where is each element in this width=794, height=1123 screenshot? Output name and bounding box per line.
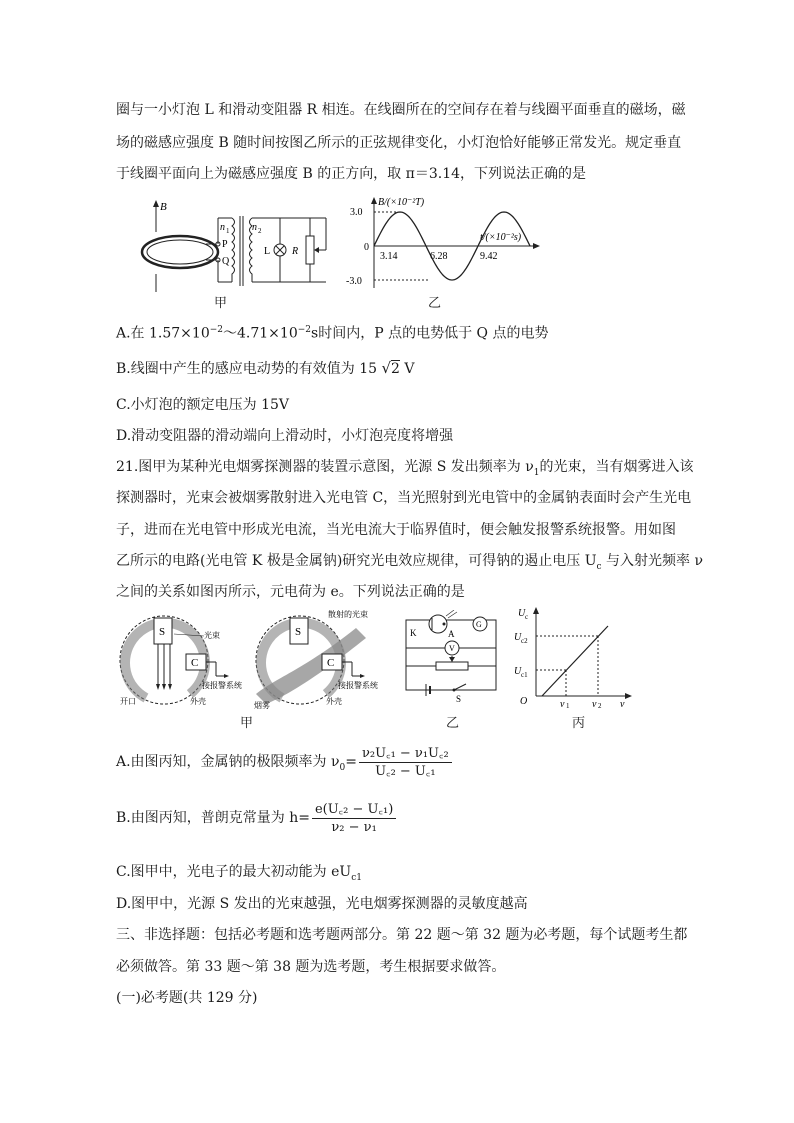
section3-line-2: 必须做答。第 33 题～第 38 题为选考题，考生根据要求做答。 (116, 959, 506, 975)
q20-option-b: B.线圈中产生的感应电动势的有效值为 15 √2 V (116, 359, 415, 377)
label-alarm-right: 接报警系统 (338, 681, 378, 690)
label-shell-right: 外壳 (326, 697, 342, 706)
figure-20-yi (340, 194, 550, 294)
label-v-meter: V (449, 644, 455, 653)
q21-line-1: 21.图甲为某种光电烟雾探测器的装置示意图，光源 S 发出频率为 $\nu_1$的光束，当有烟雾进入该 (116, 459, 694, 478)
q21-line-3: 子，进而在光电管中形成光电流，当光电流大于临界值时，便会触发报警系统报警。用如图 (116, 522, 676, 538)
section3-line-1: 三、非选择题：包括必考题和选考题两部分。第 22 题～第 32 题为必考题，每个试题考生都 (116, 927, 688, 943)
section3-line-3: (一)必考题(共 129 分) (116, 990, 258, 1006)
y-tick-top: 3.0 (350, 207, 363, 218)
label-n1: n (220, 222, 225, 233)
label-q: Q (222, 256, 230, 267)
q21-option-a: A.由图丙知，金属钠的极限频率为 $\nu_0=$ $\frac{\text{ν₂U꜀₁ − ν₁U꜀₂}}{\text{U꜀₂ − U꜀₁}}$ (116, 744, 454, 786)
y-tick-zero: 0 (364, 242, 369, 253)
label-uc1: U (514, 666, 522, 677)
label-uc2-sub: c2 (521, 637, 528, 645)
label-k: K (410, 628, 417, 638)
x-tick-3: 9.42 (480, 251, 498, 262)
figure-21-bing (512, 604, 636, 708)
q21-line-2: 探测器时，光束会被烟雾散射进入光电管 C，当光照射到光电管中的金属钠表面时会产生光电 (116, 490, 692, 506)
label-c-right: C (327, 657, 335, 669)
label-v1: ν (560, 699, 565, 708)
q21-option-b: B.由图丙知，普朗克常量为 h= $\frac{\text{e(U꜀₂ − U꜀₁)}}{\text{ν₂ − ν₁}}$ (116, 800, 398, 836)
q21-line-5: 之间的关系如图丙所示，元电荷为 e。下列说法正确的是 (116, 584, 465, 600)
label-a: A (448, 629, 455, 639)
label-uc2: U (514, 632, 522, 643)
label-r: R (292, 246, 299, 257)
label-p: P (222, 239, 228, 250)
y-tick-bottom: -3.0 (346, 276, 362, 287)
label-uc1-sub: c1 (521, 671, 528, 679)
figure-21-jia (116, 608, 396, 712)
label-s-right: S (295, 626, 302, 638)
label-smoke: 烟雾 (254, 701, 270, 710)
label-n2-sub: 2 (258, 227, 262, 235)
caption-21-jia: 甲 (240, 716, 254, 731)
q21-option-d: D.图甲中，光源 S 发出的光束越强，光电烟雾探测器的灵敏度越高 (116, 896, 528, 912)
label-v2: ν (592, 699, 597, 708)
label-scattered: 散射的光束 (328, 610, 368, 619)
caption-21-bing: 丙 (572, 716, 586, 731)
figure-20-jia (140, 196, 350, 306)
label-v1-sub: 1 (566, 702, 570, 708)
q21-option-c: C.图甲中，光电子的最大初动能为 $eU_{c1}$ (116, 864, 362, 883)
label-l: L (264, 246, 271, 257)
label-opening: 开口 (120, 697, 136, 706)
label-n1-sub: 1 (226, 227, 230, 235)
label-uc-sub: c (525, 613, 529, 621)
q20-option-d: D.滑动变阻器的滑动端向上滑动时，小灯泡亮度将增强 (116, 428, 454, 444)
intro-line-1: 圈与一小灯泡 L 和滑动变阻器 R 相连。在线圈所在的空间存在着与线圈平面垂直的磁场，磁 (116, 102, 686, 118)
x-tick-1: 3.14 (380, 251, 398, 262)
label-n2: n (252, 222, 257, 233)
y-axis-label: B/(×10⁻²T) (378, 197, 425, 208)
label-uc: U (518, 608, 526, 619)
label-g: G (476, 620, 482, 629)
label-s-switch: S (456, 694, 462, 704)
label-alarm-left: 接报警系统 (202, 681, 242, 690)
q20-option-c: C.小灯泡的额定电压为 15V (116, 397, 290, 413)
label-shell-left: 外壳 (190, 697, 206, 706)
intro-line-3: 于线圈平面向上为磁感应强度 B 的正方向，取 π＝3.14，下列说法正确的是 (116, 166, 587, 182)
figure-21-yi (402, 610, 504, 706)
label-beam: 光束 (204, 631, 220, 640)
q21-line-4: 乙所示的电路(光电管 K 极是金属钠)研究光电效应规律，可得钠的遏止电压 $U_c$ 与入射光频率 ν (116, 553, 703, 572)
caption-21-yi: 乙 (446, 716, 460, 731)
x-axis-label: t/(×10⁻²s) (480, 232, 522, 243)
intro-line-2: 场的磁感应强度 B 随时间按图乙所示的正弦规律变化，小灯泡恰好能够正常发光。规定垂直 (116, 135, 682, 151)
caption-20-yi: 乙 (428, 296, 442, 311)
caption-20-jia: 甲 (214, 296, 228, 311)
x-tick-2: 6.28 (430, 251, 448, 262)
label-s-left: S (159, 626, 166, 638)
label-v-axis: ν (620, 699, 625, 708)
q20-option-a: A.在 $1.57\times 10^{-2}\sim 4.71\times 10^{-2}s$时间内，P 点的电势低于 Q 点的电势 (116, 325, 549, 342)
label-b: B (160, 201, 167, 213)
label-c-left: C (191, 657, 199, 669)
label-origin: O (520, 696, 528, 707)
label-v2-sub: 2 (598, 702, 602, 708)
